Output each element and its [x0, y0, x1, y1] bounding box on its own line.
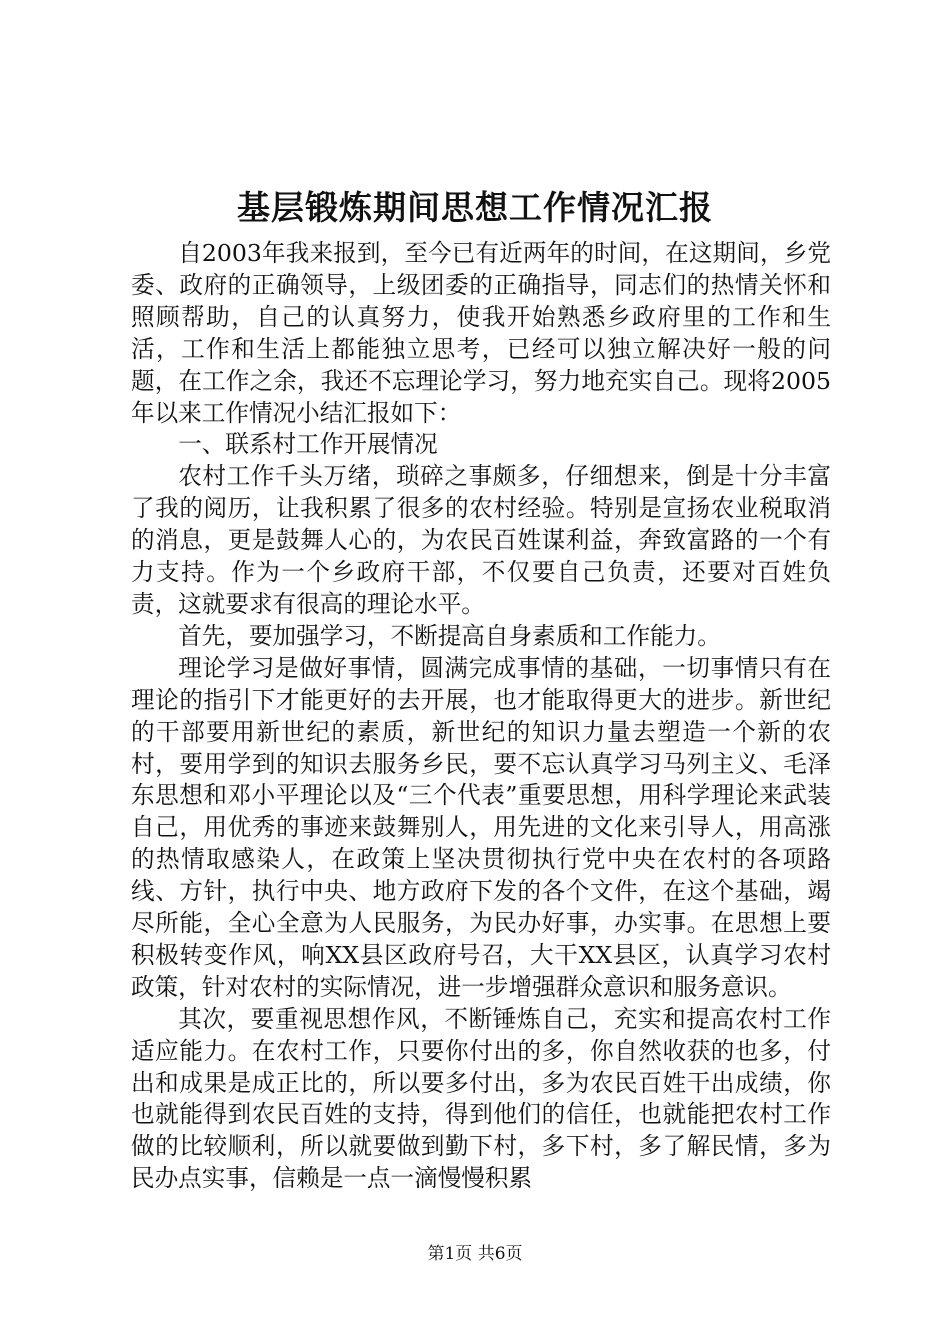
document-title: 基层锻炼期间思想工作情况汇报: [237, 188, 713, 227]
section-heading: 一、联系村工作开展情况: [178, 430, 438, 459]
paragraph-theory-study: 理论学习是做好事情，圆满完成事情的基础，一切事情只有在理论的指引下才能更好的去开展，也才能取得更大的进步。新世纪的干部要用新世纪的素质，新世纪的知识力量去塑造一个新的农村，要用学到的知识去服务乡民，要不忘认真学习马列主义、毛泽东思想和邓小平理论以及“三个代表”重要思想，用科学理论来武装自己，用优秀的事迹来鼓舞别人，用先进的文化来引导人，用高涨的热情取感染人，在政策上坚决贯彻执行党中央在农村的各项路线、方针，执行中央、地方政府下发的各个文件，在这个基础，竭尽所能，全心全意为人民服务，为民办好事，办实事。在思想上要积极转变作风，响XX县区政府号召，大干XX县区，认真学习农村政策，针对农村的实际情况，进一步增强群众意识和服务意识。: [131, 653, 831, 1001]
page-number-footer: 第1页 共6页: [427, 1244, 523, 1264]
paragraph-first-point: 首先，要加强学习，不断提高自身素质和工作能力。: [178, 621, 721, 650]
document-body: [131, 238, 831, 1195]
paragraph-intro: 自2003年我来报到，至今已有近两年的时间，在这期间，乡党委、政府的正确领导，上级团委的正确指导，同志们的热情关怀和照顾帮助，自己的认真努力，使我开始熟悉乡政府里的工作和生活，工作和生活上都能独立思考，已经可以独立解决好一般的问题，在工作之余，我还不忘理论学习，努力地充实自己。现将2005年以来工作情况小结汇报如下：: [131, 239, 831, 427]
paragraph-second-point: 其次，要重视思想作风，不断锤炼自己，充实和提高农村工作适应能力。在农村工作，只要你付出的多，你自然收获的也多，付出和成果是成正比的，所以要多付出，多为农民百姓干出成绩，你也就能得到农民百姓的支持，得到他们的信任，也就能把农村工作做的比较顺利，所以就要做到勤下村，多下村，多了解民情，多为民办点实事，信赖是一点一滴慢慢积累: [131, 1004, 831, 1193]
paragraph-rural-work: 农村工作千头万绪，琐碎之事颇多，仔细想来，倒是十分丰富了我的阅历，让我积累了很多的农村经验。特别是宣扬农业税取消的消息，更是鼓舞人心的，为农民百姓谋利益，奔致富路的一个有力支持。作为一个乡政府干部，不仅要自己负责，还要对百姓负责，这就要求有很高的理论水平。: [131, 462, 831, 618]
